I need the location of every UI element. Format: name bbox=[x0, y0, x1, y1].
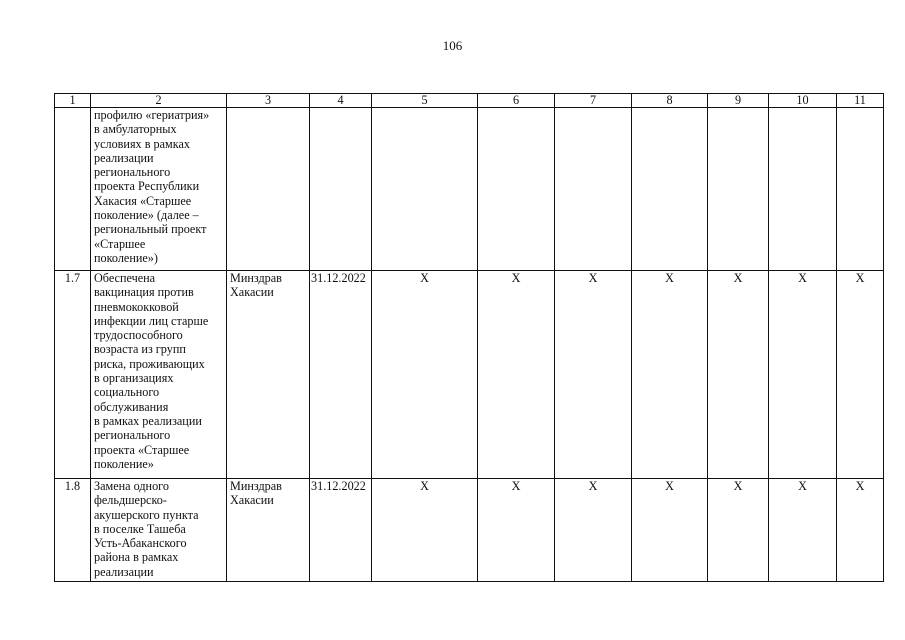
row-mark: X bbox=[632, 479, 708, 582]
column-header: 11 bbox=[837, 94, 884, 108]
row-description: Замена одного фельдшерско- акушерского пункта в поселке Ташеба Усть-Абаканского района в рамках реализации bbox=[91, 479, 227, 582]
document-table bbox=[54, 93, 884, 582]
row-mark: X bbox=[555, 271, 632, 479]
column-header: 7 bbox=[555, 94, 632, 108]
column-header: 4 bbox=[310, 94, 372, 108]
row-mark: X bbox=[837, 479, 884, 582]
row-mark: X bbox=[478, 271, 555, 479]
column-header: 9 bbox=[708, 94, 769, 108]
row-deadline: 31.12.2022 bbox=[310, 479, 372, 582]
row-mark bbox=[632, 108, 708, 271]
column-number-row bbox=[55, 94, 884, 108]
row-deadline bbox=[310, 108, 372, 271]
row-mark: X bbox=[478, 479, 555, 582]
row-number: 1.7 bbox=[55, 271, 91, 479]
page-number: 106 bbox=[442, 38, 463, 53]
table-row-1-7 bbox=[55, 271, 884, 479]
row-mark bbox=[769, 108, 837, 271]
row-mark: X bbox=[632, 271, 708, 479]
row-mark bbox=[708, 108, 769, 271]
column-header: 10 bbox=[769, 94, 837, 108]
row-executor: Минздрав Хакасии bbox=[227, 479, 310, 582]
row-mark: X bbox=[708, 271, 769, 479]
column-header: 3 bbox=[227, 94, 310, 108]
row-deadline: 31.12.2022 bbox=[310, 271, 372, 479]
row-mark: X bbox=[372, 271, 478, 479]
column-header: 5 bbox=[372, 94, 478, 108]
row-mark: X bbox=[555, 479, 632, 582]
table-row-continuation bbox=[55, 108, 884, 271]
row-mark bbox=[837, 108, 884, 271]
row-executor: Минздрав Хакасии bbox=[227, 271, 310, 479]
row-executor bbox=[227, 108, 310, 271]
row-mark bbox=[478, 108, 555, 271]
row-number bbox=[55, 108, 91, 271]
row-mark: X bbox=[837, 271, 884, 479]
column-header: 8 bbox=[632, 94, 708, 108]
row-mark: X bbox=[372, 479, 478, 582]
row-mark: X bbox=[708, 479, 769, 582]
row-mark: X bbox=[769, 271, 837, 479]
row-description: профилю «гериатрия» в амбулаторных условиях в рамках реализации регионального проекта Республики Хакасия «Старшее поколение» (далее – региональный проект «Старшее поколение») bbox=[91, 108, 227, 271]
table-row-1-8 bbox=[55, 479, 884, 582]
row-description: Обеспечена вакцинация против пневмококковой инфекции лиц старше трудоспособного возраста из групп риска, проживающих в организациях социального обслуживания в рамках реализации регионального проекта «Старшее поколение» bbox=[91, 271, 227, 479]
column-header: 1 bbox=[55, 94, 91, 108]
column-header: 2 bbox=[91, 94, 227, 108]
row-mark: X bbox=[769, 479, 837, 582]
row-number: 1.8 bbox=[55, 479, 91, 582]
column-header: 6 bbox=[478, 94, 555, 108]
row-mark bbox=[372, 108, 478, 271]
row-mark bbox=[555, 108, 632, 271]
